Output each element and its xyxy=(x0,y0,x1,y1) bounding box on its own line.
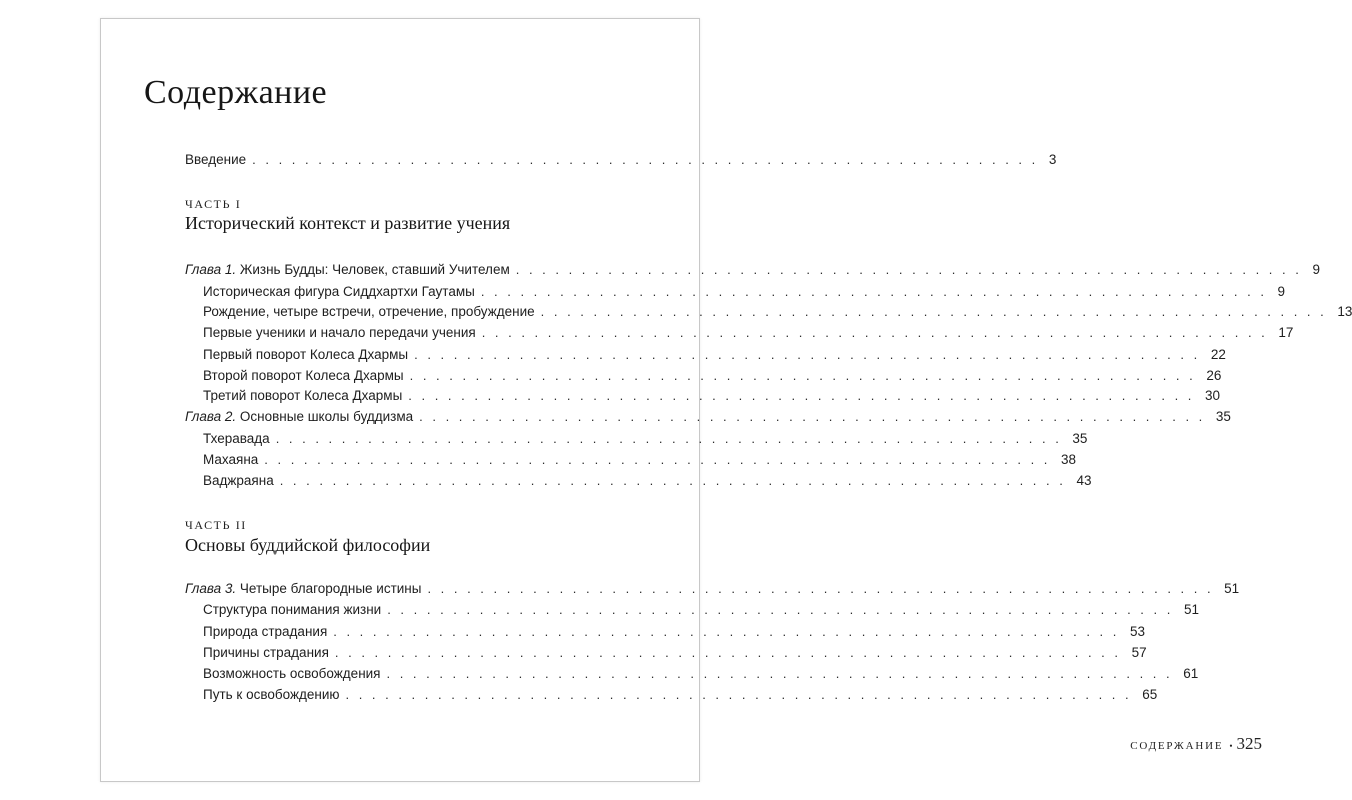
toc-chapter-3 xyxy=(185,580,1240,598)
page-footer xyxy=(1130,734,1262,754)
dot-leader: ............................................................ xyxy=(427,581,1221,596)
chapter-title: Жизнь Будды: Человек, ставший Учителем xyxy=(239,262,510,277)
toc-section xyxy=(203,472,1092,490)
dot-leader: ............................................................ xyxy=(345,687,1139,702)
toc-section xyxy=(203,644,1147,662)
toc-section-label: Причины страдания xyxy=(203,645,329,660)
dot-leader: ............................................................ xyxy=(419,409,1212,424)
toc-page-number: 35 xyxy=(1215,409,1231,424)
toc-section-label: Структура понимания жизни xyxy=(203,602,382,617)
chapter-title: Четыре благородные истины xyxy=(239,581,422,596)
toc-page-number: 9 xyxy=(1312,262,1320,277)
toc-section-label: Первые ученики и начало передачи учения xyxy=(203,325,476,340)
footer-separator: • xyxy=(1229,741,1233,751)
toc-page-number: 38 xyxy=(1061,452,1077,467)
toc-section-label: Махаяна xyxy=(203,452,259,467)
part-2-label: ЧАСТЬ II xyxy=(185,518,247,532)
toc-section-label: Третий поворот Колеса Дхармы xyxy=(203,388,403,403)
toc-section-label: Первый поворот Колеса Дхармы xyxy=(203,347,409,362)
toc-section-label: Путь к освобождению xyxy=(203,687,340,702)
toc-chapter-1 xyxy=(185,261,1320,279)
toc-section xyxy=(203,367,1222,385)
toc-section xyxy=(203,686,1158,704)
toc-section-label: Второй поворот Колеса Дхармы xyxy=(203,368,404,383)
dot-leader: ............................................................ xyxy=(387,602,1180,617)
dot-leader: ............................................................ xyxy=(481,325,1275,340)
toc-page-number: 35 xyxy=(1072,431,1088,446)
toc-section xyxy=(203,283,1286,301)
toc-section-label: Ваджраяна xyxy=(203,473,274,488)
dot-leader: ............................................................ xyxy=(409,368,1203,383)
toc-page-number: 43 xyxy=(1076,473,1092,488)
toc-section-label: Историческая фигура Сиддхартхи Гаутамы xyxy=(203,284,475,299)
dot-leader: ............................................................ xyxy=(275,431,1069,446)
dot-leader: ............................................................ xyxy=(540,304,1334,319)
dot-leader: ............................................................ xyxy=(333,624,1126,639)
toc-page-number: 22 xyxy=(1210,347,1226,362)
part-1-label: ЧАСТЬ I xyxy=(185,197,242,211)
dot-leader: ............................................................ xyxy=(386,666,1180,681)
toc-section xyxy=(203,346,1226,364)
dot-leader: ............................................................ xyxy=(252,152,1045,167)
page-title: Содержание xyxy=(144,74,328,111)
toc-section xyxy=(203,601,1199,619)
toc-section xyxy=(203,451,1077,469)
toc-page-number: 3 xyxy=(1048,152,1057,167)
toc-section-label: Тхеравада xyxy=(203,431,270,446)
toc-page-number: 57 xyxy=(1131,645,1147,660)
toc-section xyxy=(203,303,1352,321)
toc-entry-label: Введение xyxy=(185,152,247,167)
toc-page-number: 13 xyxy=(1337,304,1352,319)
toc-page-number: 30 xyxy=(1205,388,1221,403)
toc-section-label: Рождение, четыре встречи, отречение, пробуждение xyxy=(203,304,535,319)
toc-chapter-label xyxy=(185,408,413,426)
toc-page-number: 53 xyxy=(1129,624,1145,639)
toc-section xyxy=(203,665,1199,683)
chapter-prefix: Глава 1. xyxy=(185,262,237,277)
dot-leader: ............................................................ xyxy=(279,473,1073,488)
dot-leader: ............................................................ xyxy=(334,645,1128,660)
chapter-prefix: Глава 3. xyxy=(185,581,237,596)
toc-page-number: 61 xyxy=(1183,666,1199,681)
chapter-prefix: Глава 2. xyxy=(185,409,237,424)
dot-leader: ............................................................ xyxy=(515,262,1309,277)
running-head: СОДЕРЖАНИЕ xyxy=(1130,740,1224,752)
toc-chapter-label xyxy=(185,261,510,279)
toc-page-number: 51 xyxy=(1224,581,1240,596)
toc-section xyxy=(203,623,1145,641)
dot-leader: ............................................................ xyxy=(408,388,1202,403)
toc-page-number: 17 xyxy=(1278,325,1294,340)
toc-section-label: Возможность освобождения xyxy=(203,666,381,681)
toc-page-number: 51 xyxy=(1183,602,1199,617)
toc-section xyxy=(203,324,1294,342)
toc-page-number: 9 xyxy=(1277,284,1286,299)
toc-section xyxy=(203,430,1088,448)
chapter-title: Основные школы буддизма xyxy=(239,409,414,424)
toc-entry-intro xyxy=(185,151,1057,169)
dot-leader: ............................................................ xyxy=(414,347,1207,362)
toc-section xyxy=(203,387,1221,405)
toc-chapter-label xyxy=(185,580,421,598)
part-1-title: Исторический контекст и развитие учения xyxy=(185,213,511,233)
dot-leader: ............................................................ xyxy=(264,452,1058,467)
page-number: 325 xyxy=(1236,734,1262,753)
toc-page-number: 26 xyxy=(1206,368,1222,383)
toc-section-label: Природа страдания xyxy=(203,624,328,639)
toc-page-number: 65 xyxy=(1142,687,1158,702)
dot-leader: ............................................................ xyxy=(480,284,1274,299)
toc-chapter-2 xyxy=(185,408,1231,426)
part-2-title: Основы буддийской философии xyxy=(185,535,431,555)
